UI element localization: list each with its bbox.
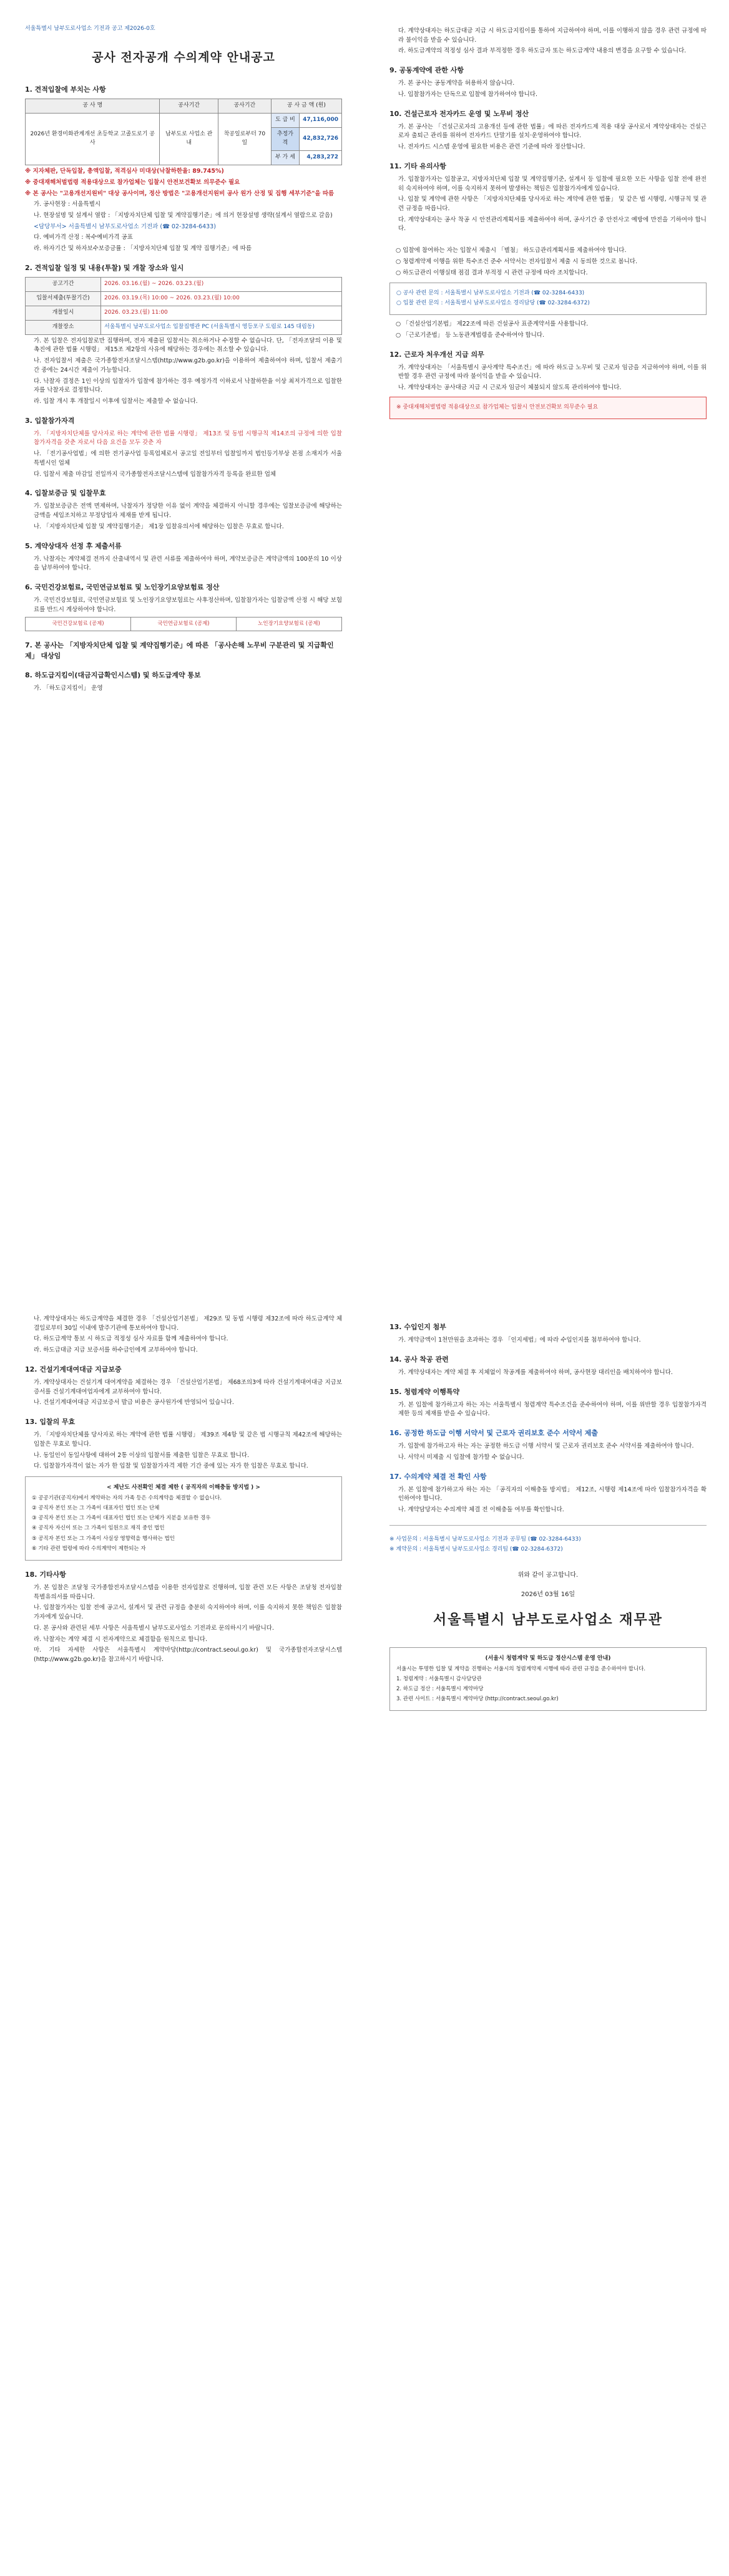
paragraph: 가. 공사현장 : 서울특별시 (34, 201, 101, 208)
paragraph: 다. 예비가격 산정 : 복수예비가격 공표 (34, 234, 133, 241)
insurance-cell: 국민연금보험료 (공제) (131, 617, 237, 631)
amount-label: 도 급 비 (271, 114, 299, 128)
paragraph: 가. 국민건강보험료, 국민연금보험료 및 노인장기요양보험료는 사후정산하며, 입찰참가자는 입찰금액 산정 시 해당 보험료를 반드시 계상하여야 합니다. (34, 597, 342, 613)
paragraph: 가. 「지방자치단체를 당사자로 하는 계약에 관한 법률 시행령」 제39조 제4항 및 같은 법 시행규칙 제42조에 해당하는 입찰은 무효로 합니다. (34, 1431, 342, 1448)
paragraph: 나. 전자입찰서 제출은 국가종합전자조달시스템(http://www.g2b.go.kr)을 이용하여 제출하여야 하며, 입찰서 제출기간 중에는 24시간 제출이 가능합니다. (34, 357, 342, 374)
info-bullet: ○ 「건설산업기본법」 제22조에 따른 건설공사 표준계약서를 사용합니다. (396, 321, 589, 328)
issuer-name: 서울특별시 남부도로사업소 재무관 (433, 1612, 663, 1628)
paragraph: 가. 입찰참가자는 입찰공고, 지방자치단체 입찰 및 계약집행기준, 설계서 등 입찰에 필요한 모든 사항을 입찰 전에 완전히 숙지하여야 하며, 이를 숙지하지 못하여 발생하는 책임은 입찰참가자에게 있습니다. (398, 175, 707, 192)
section-16-heading: 16. 공정한 하도급 이행 서약서 및 근로자 권리보호 준수 서약서 제출 (389, 1429, 599, 1438)
paragraph: 다. 입찰참가자격이 없는 자가 한 입찰 및 입찰참가자격 제한 기간 중에 있는 자가 한 입찰은 무효로 합니다. (34, 1463, 308, 1470)
paragraph: 나. 전자카드 시스템 운영에 필요한 비용은 관련 기준에 따라 정산합니다. (398, 143, 585, 151)
col-location: 공사기간 (160, 99, 218, 114)
section-11-heading: 11. 기타 유의사항 (389, 162, 446, 170)
paragraph: 나. 입찰참가자는 입찰 전에 공고서, 설계서 및 관련 규정을 충분히 숙지하여야 하며, 이를 숙지하지 못한 책임은 입찰참가자에게 있습니다. (34, 1604, 342, 1621)
notice-date: 2026년 03월 16일 (521, 1591, 575, 1599)
footer-contact: ※ 계약문의 : 서울특별시 남부도로사업소 경리팀 (☎ 02-3284-6372) (389, 1546, 563, 1552)
schedule-key: 개찰장소 (26, 320, 101, 334)
paragraph: 나. 입찰 및 계약에 관한 사항은 「지방자치단체를 당사자로 하는 계약에 관한 법률」 및 같은 법 시행령, 시행규칙 및 관련 규정을 따릅니다. (398, 196, 707, 213)
section-12b-heading: 12. 건설기계대여대금 지급보증 (25, 1365, 122, 1373)
paragraph: 라. 하도급대금 지급 보증서를 하수급인에게 교부하여야 합니다. (34, 1347, 198, 1354)
section-12-heading: 12. 근로자 처우개선 지급 의무 (389, 350, 484, 359)
paragraph: 나. 동일인이 동일사항에 대하여 2통 이상의 입찰서를 제출한 입찰은 무효로 합니다. (34, 1451, 250, 1459)
paragraph: 다. 본 공사와 관련된 세부 사항은 서울특별시 남부도로사업소 기전과로 문의하시기 바랍니다. (34, 1624, 274, 1632)
conflict-of-interest-box (25, 1476, 342, 1561)
page-1 (0, 0, 365, 1289)
section-10-heading: 10. 건설근로자 전자카드 운영 및 노무비 정산 (389, 109, 529, 118)
warning-box (389, 397, 707, 419)
paragraph: 가. 낙찰자는 계약체결 전까지 산출내역서 및 관련 서류를 제출하여야 하며, 계약보증금은 계약금액의 100분의 10 이상을 납부하여야 합니다. (34, 555, 342, 572)
section-13b-heading: 13. 입찰의 무효 (25, 1418, 76, 1426)
paragraph: 마. 기타 자세한 사항은 서울특별시 계약마당(http://contract.seoul.go.kr) 및 국가종합전자조달시스템(http://www.g2b.go.kr)을 참고하시기 바랍니다. (34, 1647, 342, 1663)
contact-line: ○ 입찰 관련 문의 : 서울특별시 남부도로사업소 경리담당 (☎ 02-3284-6372) (396, 300, 590, 307)
paragraph: 나. 「전기공사업법」에 의한 전기공사업 등록업체로서 공고일 전일부터 입찰일까지 법인등기부상 본점 소재지가 서울특별시인 업체 (34, 450, 342, 467)
paragraph: 라. 낙찰자는 계약 체결 시 전자계약으로 체결함을 원칙으로 합니다. (34, 1635, 207, 1643)
paragraph: 다. 계약상대자는 공사 착공 시 안전관리계획서를 제출하여야 하며, 공사기간 중 안전사고 예방에 만전을 기하여야 합니다. (398, 216, 707, 233)
paragraph: 라. 입찰 개시 후 개찰일시 이후에 입찰서는 제출할 수 없습니다. (34, 397, 198, 405)
info-bullet: ○ 청렴계약제 이행을 위한 특수조건 준수 서약서는 전자입찰서 제출 시 동의한 것으로 봅니다. (396, 258, 638, 265)
section-1-heading: 1. 견적입찰에 부치는 사항 (25, 85, 106, 94)
section-13-heading: 13. 수입인지 첨부 (389, 1323, 446, 1331)
paragraph: 가. 본 입찰에 참가하고자 하는 자는 서울특별시 청렴계약 특수조건을 준수하여야 하며, 이를 위반할 경우 입찰참가자격 제한 등의 제재를 받을 수 있습니다. (398, 1401, 707, 1418)
project-period: 착공일로부터 70일 (218, 114, 271, 165)
info-box-line: 2. 하도급 정산 : 서울특별시 계약마당 (396, 1685, 484, 1692)
amount-label: 추정가격 (271, 128, 299, 151)
insurance-table (25, 617, 342, 631)
schedule-key: 개찰일시 (26, 306, 101, 320)
info-bullet: ○ 하도급관리 이행실태 점검 결과 부적정 시 관련 규정에 따라 조치합니다. (396, 269, 588, 276)
contract-summary-table (25, 99, 342, 165)
amount-value: 47,116,000 (300, 114, 342, 128)
page-2 (364, 0, 729, 1289)
info-box (389, 1647, 707, 1712)
col-project: 공 사 명 (26, 99, 160, 114)
section-18-heading: 18. 기타사항 (25, 1570, 66, 1579)
info-box-line: 1. 청렴계약 : 서울특별시 감사담당관 (396, 1675, 482, 1682)
paragraph: 나. 현장설명 및 설계서 열람 : 「지방자치단체 입찰 및 계약집행기준」에 의거 현장설명 생략(설계서 열람으로 갈음) (34, 211, 333, 219)
red-note: ※ 중대재해처벌법령 적용대상으로 참가업체는 입찰시 안전보건확보 의무준수 필요 (25, 178, 240, 186)
col-amount: 공 사 금 액 (원) (271, 99, 341, 114)
paragraph: 나. 계약상대자는 공사대금 지급 시 근로자 임금이 체불되지 않도록 관리하여야 합니다. (398, 384, 622, 392)
schedule-value: 2026. 03.16.(월) ~ 2026. 03.23.(월) (101, 277, 342, 291)
paragraph: 라. 하자기간 및 하자보수보증금률 : 「지방자치단체 입찰 및 계약 집행기준」에 따름 (34, 245, 252, 253)
paragraph: 다. 입찰서 제출 마감일 전일까지 국가종합전자조달시스템에 입찰참가자격 등록을 완료한 업체 (34, 470, 276, 478)
col-period: 공사기간 (218, 99, 271, 114)
project-name: 2026년 환경미화관계개선 초등학교 고졸도로기 공사 (26, 114, 160, 165)
section-14-heading: 14. 공사 착공 관련 (389, 1355, 449, 1363)
section-8-heading: 8. 하도급지킴이(대금지급확인시스템) 및 하도급계약 통보 (25, 671, 201, 679)
box-item: ③ 공직자 본인 또는 그 가족이 대표자인 법인 또는 단체가 지분을 보유한 경우 (32, 1515, 211, 1522)
schedule-value: 서울특별시 남부도로사업소 입찰집행관 PC (서울특별시 영등포구 도림로 145 대림동) (101, 320, 342, 334)
section-15-heading: 15. 청렴계약 이행특약 (389, 1387, 460, 1396)
section-6-heading: 6. 국민건강보험료, 국민연금보험료 및 노인장기요양보험료 정산 (25, 583, 220, 592)
box-title: < 제난도 사전확인 체결 제한 ( 공직자의 이해충돌 방지법 ) > (107, 1484, 260, 1491)
paragraph: 가. 본 입찰에 참가하고자 하는 자는 「공직자의 이해충돌 방지법」 제12조, 시행령 제14조에 따라 입찰참가자격을 확인하여야 합니다. (398, 1486, 707, 1503)
paragraph: 가. 입찰에 참가하고자 하는 자는 공정한 하도급 이행 서약서 및 근로자 권리보호 준수 서약서를 제출하여야 합니다. (398, 1443, 694, 1450)
paragraph: 나. 입찰참가자는 단독으로 입찰에 참가하여야 합니다. (398, 90, 538, 98)
info-bullet: ○ 입찰에 참여하는 자는 입찰서 제출시 「별첨」 하도급관리계획서를 제출하여야 합니다. (396, 247, 627, 254)
paragraph: 가. 본 공사는 공동계약을 허용하지 않습니다. (398, 80, 515, 87)
paragraph: 나. 「지방자치단체 입찰 및 계약집행기준」 제1장 입찰유의서에 해당하는 입찰은 무효로 합니다. (34, 523, 284, 530)
insurance-cell: 국민건강보험료 (공제) (26, 617, 131, 631)
page-title: 공사 전자공개 수의계약 안내공고 (92, 50, 275, 64)
dept-note: <담당부서> 서울특별시 남부도로사업소 기전과 (☎ 02-3284-6433) (34, 223, 216, 230)
box-item: ② 공직자 본인 또는 그 가족이 대표자인 법인 또는 단체 (32, 1505, 160, 1512)
schedule-key: 입찰서제출(투찰기간) (26, 291, 101, 306)
section-7-heading: 7. 본 공사는 「지방자치단체 입찰 및 계약집행기준」에 따른 「공사손해 노무비 구분관리 및 지급확인제」 대상임 (25, 641, 334, 660)
paragraph: 가. 계약금액이 1천만원을 초과하는 경우 「인지세법」에 따라 수입인지를 첨부하여야 합니다. (398, 1337, 641, 1344)
paragraph: 나. 계약담당자는 수의계약 체결 전 이해충돌 여부를 확인합니다. (398, 1506, 564, 1513)
info-box-line: 3. 관련 사이트 : 서울특별시 계약마당 (http://contract.seoul.go.kr) (396, 1696, 559, 1703)
paragraph: 가. 「지방자치단체를 당사자로 하는 계약에 관한 법률 시행령」 제13조 및 동법 시행규칙 제14조의 규정에 의한 입찰참가자격을 갖춘 자로서 다음 요건을 모두 갖춘 자 (34, 430, 342, 447)
box-item: ⑥ 기타 관련 법령에 따라 수의계약이 제한되는 자 (32, 1545, 146, 1552)
paragraph: 다. 계약상대자는 하도급대금 지급 시 하도급지킴이를 통하여 지급하여야 하며, 이를 이행하지 않을 경우 관련 규정에 따라 불이익을 받을 수 있습니다. (398, 27, 707, 44)
page-4 (364, 1288, 729, 2576)
info-bullet: ○ 「근로기준법」 등 노동관계법령을 준수하여야 합니다. (396, 331, 545, 339)
schedule-value: 2026. 03.23.(월) 11:00 (101, 306, 342, 320)
contact-line: ○ 공사 관련 문의 : 서울특별시 남부도로사업소 기전과 (☎ 02-3284-6433) (396, 290, 585, 297)
paragraph: 가. 본 입찰은 전자입찰로만 집행하며, 전자 제출된 입찰서는 취소하거나 수정할 수 없습니다. 단, 「전자조달의 이용 및 촉진에 관한 법률 시행령」 제15조 제2항의 사유에 해당하는 경우에는 취소할 수 있습니다. (34, 337, 342, 354)
box-item: ⑤ 공직자 본인 또는 그 가족이 사실상 영향력을 행사하는 법인 (32, 1535, 175, 1542)
closing-text: 위와 같이 공고합니다. (517, 1571, 579, 1579)
section-9-heading: 9. 공동계약에 관한 사항 (389, 66, 464, 75)
schedule-table (25, 277, 342, 335)
info-box-title: (서울시 청렴계약 및 하도급 정산시스템 운영 안내) (485, 1655, 611, 1662)
red-note: ※ 본 공사는 "고용개선지원비" 대상 공사이며, 정산 방법은 "고용개선지원비 공사 원가 산정 및 집행 세부기준"을 따름 (25, 190, 335, 197)
section-17-heading: 17. 수의계약 체결 전 확인 사항 (389, 1472, 487, 1481)
amount-value: 42,832,726 (300, 128, 342, 151)
page-3 (0, 1288, 365, 2576)
section-4-heading: 4. 입찰보증금 및 입찰무효 (25, 489, 106, 498)
schedule-key: 공고기간 (26, 277, 101, 291)
paragraph: 나. 계약상대자는 하도급계약을 체결한 경우 「건설산업기본법」 제29조 및 동법 시행령 제32조에 따라 하도급계약 체결일로부터 30일 이내에 발주기관에 통보하여야 합니다. (34, 1315, 342, 1332)
section-2-heading: 2. 견적입찰 일정 및 내용(투찰) 및 개찰 장소와 일시 (25, 263, 184, 272)
info-box-line: 서울시는 투명한 입찰 및 계약을 진행하는 서울시의 청렴계약제 시행에 따라 관련 규정을 준수하여야 합니다. (396, 1665, 646, 1672)
paragraph: 가. 본 입찰은 조달청 국가종합전자조달시스템을 이용한 전자입찰로 진행하며, 입찰 관련 모든 사항은 조달청 전자입찰 특별유의서를 따릅니다. (34, 1584, 342, 1600)
schedule-value: 2026. 03.19.(목) 10:00 ~ 2026. 03.23.(월) 10:00 (101, 291, 342, 306)
warning-text: ※ 중대재해처벌법령 적용대상으로 참가업체는 입찰시 안전보건확보 의무준수 필요 (396, 404, 599, 410)
paragraph: 가. 입찰보증금은 전액 면제하며, 낙찰자가 정당한 이유 없이 계약을 체결하지 아니할 경우에는 입찰보증금에 해당하는 금액을 세입조치하고 부정당업자 제재를 받게 됩니다. (34, 503, 342, 520)
paragraph: 다. 낙찰자 결정은 1인 이상의 입찰자가 입찰에 참가하는 경우 예정가격 이하로서 낙찰하한율 이상 최저가격으로 입찰한 자를 낙찰자로 결정합니다. (34, 377, 342, 394)
amount-label: 부 가 세 (271, 151, 299, 165)
section-3-heading: 3. 입찰참가자격 (25, 416, 75, 425)
paragraph: 라. 하도급계약의 적정성 심사 결과 부적정한 경우 하도급자 또는 하도급계약 내용의 변경을 요구할 수 있습니다. (398, 47, 687, 55)
footer-contact: ※ 사업문의 : 서울특별시 남부도로사업소 기전과 공무팀 (☎ 02-3284-6433) (389, 1536, 581, 1542)
paragraph: 가. 계약상대자는 건설기계 대여계약을 체결하는 경우 「건설산업기본법」 제68조의3에 따라 건설기계대여대금 지급보증서를 건설기계대여업자에게 교부하여야 합니다. (34, 1378, 342, 1395)
project-location: 남부도로 사업소 관내 (160, 114, 218, 165)
insurance-cell: 노인장기요양보험료 (공제) (237, 617, 342, 631)
paragraph: 가. 계약상대자는 「서울특별시 공사계약 특수조건」에 따라 하도급 노무비 및 근로자 임금을 지급하여야 하며, 이를 위반할 경우 관련 규정에 따라 불이익을 받을 수 있습니다. (398, 364, 707, 380)
paragraph: 가. 본 공사는 「건설근로자의 고용개선 등에 관한 법률」에 따른 전자카드제 적용 대상 공사로서 계약상대자는 건설근로자 출퇴근 관리를 위하여 전자카드 단말기를 설치·운영하여야 합니다. (398, 123, 707, 140)
red-note: ※ 지자체판, 단독입찰, 총액입찰, 적격심사 미대상(낙찰하한율: 89.745%) (25, 168, 224, 175)
paragraph: 다. 하도급계약 통보 시 하도급 적정성 심사 자료를 함께 제출하여야 합니다. (34, 1335, 228, 1343)
paragraph: 가. 계약상대자는 계약 체결 후 지체없이 착공계를 제출하여야 하며, 공사현장 대리인을 배치하여야 합니다. (398, 1368, 673, 1376)
box-item: ④ 공직자 자신이 또는 그 가족이 임원으로 재직 중인 법인 (32, 1525, 165, 1532)
notice-number: 서울특별시 남부도로사업소 기전과 공고 제2026-0호 (25, 26, 155, 32)
section-5-heading: 5. 계약상대자 선정 후 제출서류 (25, 541, 122, 550)
box-item: ① 공공기관(공직자)에서 계약하는 자의 가족 등은 수의계약을 체결할 수 없습니다. (32, 1494, 222, 1501)
paragraph: 나. 서약서 미제출 시 입찰에 참가할 수 없습니다. (398, 1453, 524, 1461)
contact-box (389, 283, 707, 315)
amount-value: 4,283,272 (300, 151, 342, 165)
paragraph: 가. 「하도급지킴이」 운영 (34, 684, 103, 692)
paragraph: 나. 건설기계대여대금 지급보증서 발급 비용은 공사원가에 반영되어 있습니다. (34, 1399, 234, 1407)
